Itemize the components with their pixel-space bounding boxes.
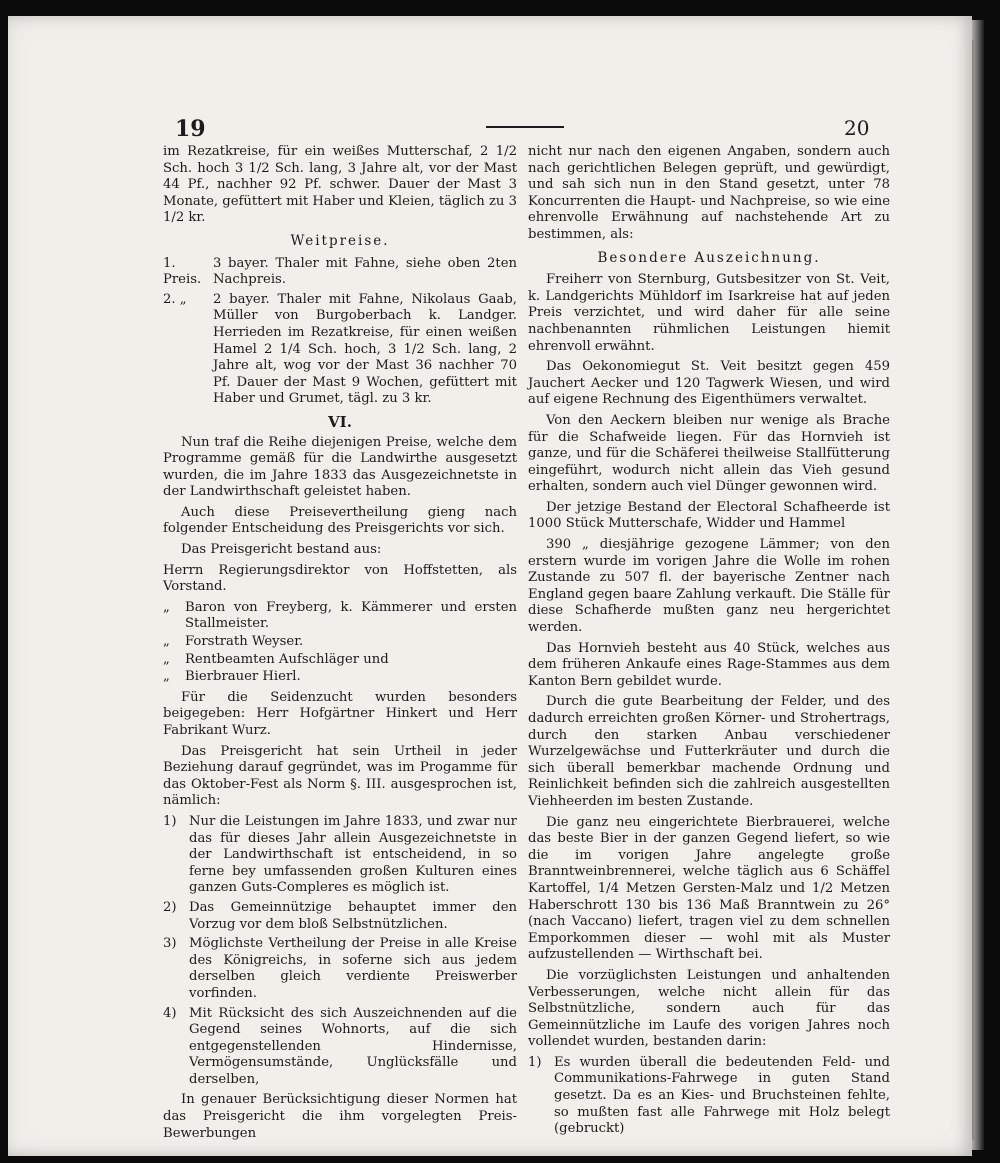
paragraph: Die ganz neu eingerichtete Bierbrauerei, welche das beste Bier in der ganzen Gegend liefert, so wie die im vorigen Jahre angelegte große Branntweinbrennerei, welche täglich aus 6 Schäffel Kartoffel, 1/4 Metzen Gersten-Malz und 1/2 Metzen Haberschrott 130 bis 136 Maß Branntwein zu 26° (nach Vaccano) liefert, tragen viel zu dem schnellen Emporkommen dieser — wohl mit als Muster aufzustellenden — Wirthschaft bei. (528, 814, 890, 963)
list-item (163, 256, 517, 289)
paragraph: Das Oekonomiegut St. Veit besitzt gegen 459 Jauchert Aecker und 120 Tagwerk Wiesen, und wird auf eigene Rechnung des Eigenthümers verwaltet. (528, 359, 890, 408)
list-text: Nur die Leistungen im Jahre 1833, und zwar nur das für dieses Jahr allein Ausgezeichnetste in der Landwirthschaft ist entscheidend, in so ferne bey umfassenden großen Kulturen eines ganzen Guts-Compleres es möglich ist. (189, 813, 517, 896)
paragraph: Auch diese Preisevertheilung gieng nach folgender Entscheidung des Preisgerichts vor sich. (163, 504, 517, 537)
right-column (528, 144, 890, 1142)
list-item (163, 292, 517, 408)
list-text: 3 bayer. Thaler mit Fahne, siehe oben 2ten Nachpreis. (213, 255, 517, 288)
improvements-list (528, 1055, 890, 1138)
list-item (163, 652, 517, 669)
paragraph: Das Preisgericht hat sein Urtheil in jeder Beziehung darauf gegründet, was im Progamme für das Oktober-Fest als Norm §. III. ausgesprochen ist, nämlich: (163, 743, 517, 809)
paragraph: Freiherr von Sternburg, Gutsbesitzer von St. Veit, k. Landgerichts Mühldorf im Isarkreise hat auf jeden Preis verzichtet, und wird daher für alle seine nachbenannten rühmlichen Leistungen hiemit ehrenvoll erwähnt. (528, 272, 890, 354)
list-marker: 4) (163, 1005, 177, 1021)
paragraph: In genauer Berücksichtigung dieser Normen hat das Preisgericht die ihm vorgelegten Preis-Bewerbungen (163, 1092, 517, 1141)
paragraph: Das Preisgericht bestand aus: (181, 542, 382, 558)
paragraph: Durch die gute Bearbeitung der Felder, und des dadurch erreichten großen Körner- und Strohertrags, durch den starken Anbau verschiedener Wurzelgewächse und Futterkräuter und durch die sich überall bemerkbar machende Ordnung und Reinlichkeit befinden sich die zahlreich ausgestellten Viehheerden im besten Zustande. (528, 694, 890, 809)
left-column (163, 144, 517, 1146)
jury-lead: Herrn Regierungsdirektor von Hoffstetten, als Vorstand. (163, 562, 517, 595)
page-header (8, 16, 972, 156)
list-item (163, 900, 517, 933)
section-numeral: VI. (328, 412, 352, 431)
list-text: Das Gemeinnützige behauptet immer den Vorzug vor dem bloß Selbstnützlichen. (189, 899, 517, 932)
right-intro-paragraph: nicht nur nach den eigenen Angaben, sondern auch nach gerichtlichen Belegen geprüft, und gewürdigt, und sah sich nun in den Stand gesetzt, unter 78 Koncurrenten die Haupt- und Nachpreise, so wie eine ehrenvolle Erwähnung auf nachstehende Art zu bestimmen, als: (528, 144, 890, 242)
list-marker: 1) (528, 1054, 542, 1070)
paragraph: Für die Seidenzucht wurden besonders beigegeben: Herr Hofgärtner Hinkert und Herr Fabrikant Wurz. (163, 689, 517, 738)
list-item (163, 1006, 517, 1089)
list-item (528, 1055, 890, 1138)
list-item (163, 814, 517, 897)
list-marker: „ (163, 651, 170, 667)
list-text: Bierbrauer Hierl. (185, 669, 301, 685)
book-page (8, 16, 972, 1156)
list-item (163, 936, 517, 1002)
list-text: Baron von Freyberg, k. Kämmerer und ersten Stallmeister. (185, 599, 517, 632)
list-text: Mit Rücksicht des sich Auszeichnenden auf die Gegend seines Wohnorts, auf die sich entgegenstellenden Hindernisse, Vermögensumstände, Unglücksfälle und derselben, (189, 1005, 517, 1087)
page-number-left: 19 (175, 116, 206, 142)
header-rule (486, 126, 564, 128)
weitpreise-heading: Weitpreise. (290, 232, 390, 249)
list-marker: „ (163, 599, 170, 615)
norms-list (163, 814, 517, 1089)
list-text: Forstrath Weyser. (185, 634, 304, 650)
list-text: Rentbeamten Aufschläger und (185, 651, 389, 667)
jury-list (163, 600, 517, 686)
list-marker: „ (163, 634, 170, 650)
paragraph: 390 „ diesjährige gezogene Lämmer; von den erstern wurde im vorigen Jahre die Wolle im rohen Zustande zu 507 fl. der bayerische Zentner nach England gegen baare Zahlung verkauft. Die Ställe für diese Schafherde mußten ganz neu hergerichtet werden. (528, 537, 890, 636)
list-item (163, 634, 517, 651)
list-text: Es wurden überall die bedeutenden Feld- und Communikations-Fahrwege in guten Stand gesetzt. Da es an Kies- und Bruchsteinen fehlte, so mußten fast alle Fahrwege mit Holz belegt (gebruckt) (554, 1054, 890, 1137)
list-text: 2 bayer. Thaler mit Fahne, Nikolaus Gaab, Müller von Burgoberbach k. Landger. Herrieden im Rezatkreise, für einen weißen Hamel 2 1/4 Sch. hoch, 3 1/2 Sch. lang, 2 Jahre alt, wog vor der Mast 36 nachher 70 Pf. Dauer der Mast 9 Wochen, gefüttert mit Haber und Grumet, tägl. zu 3 kr. (213, 291, 517, 407)
paragraph: Das Hornvieh besteht aus 40 Stück, welches aus dem früheren Ankaufe eines Rage-Stammes aus dem Kanton Bern gebildet wurde. (528, 640, 890, 689)
weitpreise-list (163, 256, 517, 408)
list-marker: „ (163, 669, 170, 685)
page-number-right: 20 (844, 116, 870, 140)
section-heading: Besondere Auszeichnung. (597, 249, 821, 266)
left-intro-paragraph: im Rezatkreise, für ein weißes Mutterschaf, 2 1/2 Sch. hoch 3 1/2 Sch. lang, 3 Jahre alt, vor der Mast 44 Pf., nachher 92 Pf. schwer. Dauer der Mast 3 Monate, gefüttert mit Haber und Kleien, täglich zu 3 1/2 kr. (163, 144, 517, 226)
list-item (163, 669, 517, 686)
paragraph: Nun traf die Reihe diejenigen Preise, welche dem Programme gemäß für die Landwirthe ausgesetzt wurden, die im Jahre 1833 das Ausgezeichnetste in der Landwirthschaft geleistet haben. (163, 434, 517, 500)
list-marker: 1) (163, 813, 177, 829)
paragraph: Der jetzige Bestand der Electoral Schafheerde ist 1000 Stück Mutterschafe, Widder und Hammel (528, 499, 890, 532)
list-marker: 1. Preis. (163, 255, 202, 288)
paragraph: Die vorzüglichsten Leistungen und anhaltenden Verbesserungen, welche nicht allein für das Selbstnützliche, sondern auch für das Gemeinnützliche im Laufe des vorigen Jahres noch vollendet wurden, bestanden darin: (528, 967, 890, 1050)
list-item (163, 600, 517, 633)
list-marker: 3) (163, 936, 177, 952)
paragraph: Von den Aeckern bleiben nur wenige als Brache für die Schafweide liegen. Für das Hornvieh ist ganze, und für die Schäferei theilweise Stallfütterung eingeführt, wodurch nicht allein das Vieh gesund erhalten, sondern auch viel Dünger gewonnen wird. (528, 412, 890, 495)
list-text: Möglichste Vertheilung der Preise in alle Kreise des Königreichs, in soferne sich aus jedem derselben gleich verdiente Preiswerber vorfinden. (189, 936, 517, 1001)
list-marker: 2) (163, 899, 177, 915)
list-marker: 2. „ (163, 291, 187, 307)
